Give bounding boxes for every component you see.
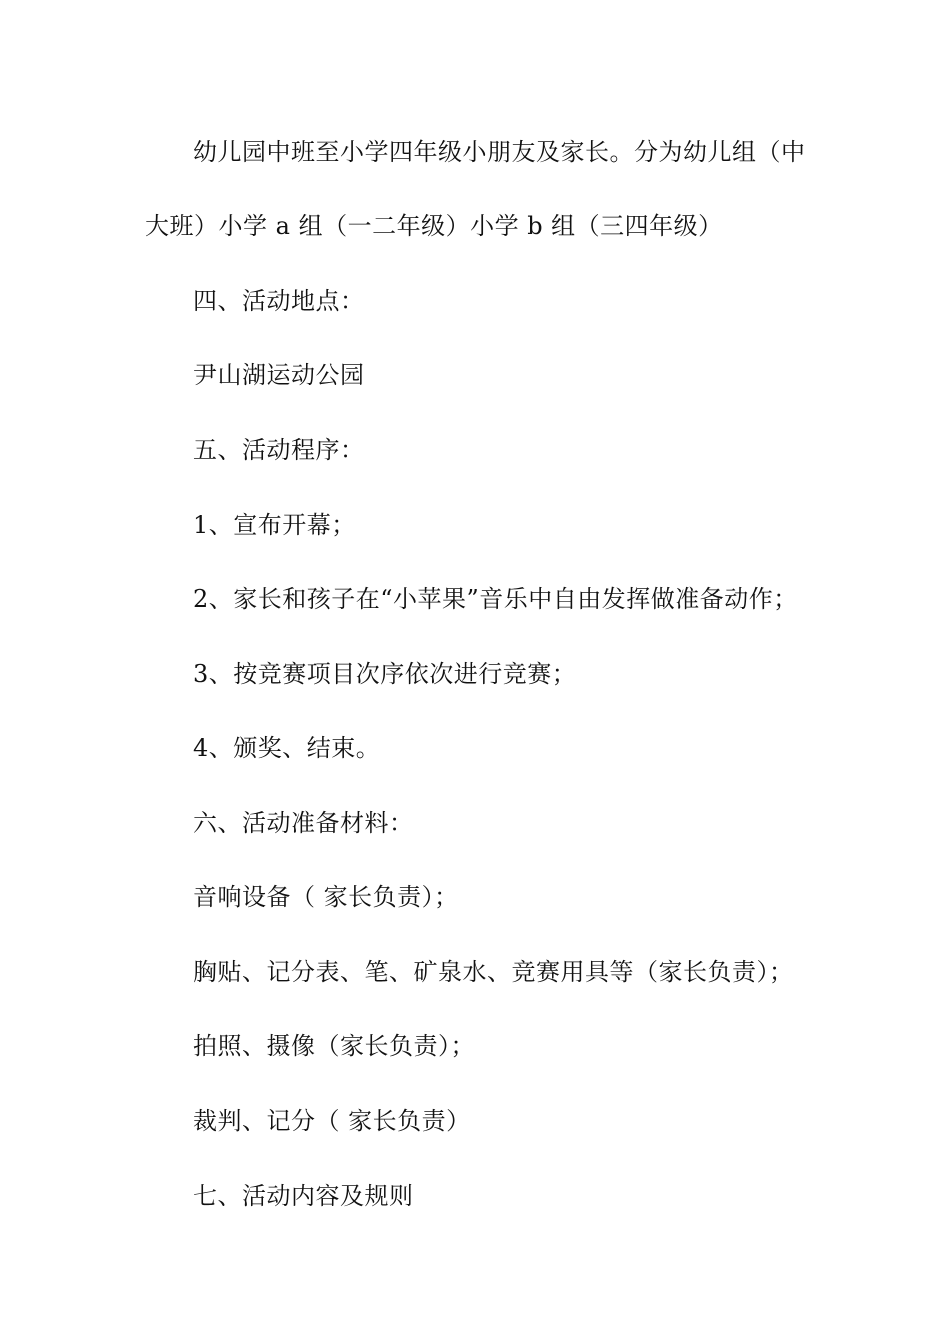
materials-item-photo: 拍照、摄像（家长负责）； [193,1032,475,1060]
procedure-item-3: 3、按竞赛项目次序依次进行竞赛； [193,660,577,688]
venue-text: 尹山湖运动公园 [193,361,365,389]
procedure-item-1: 1、宣布开幕； [193,511,356,539]
heading-procedure: 五、活动程序： [193,436,365,464]
paragraph-participants-line-2: 大班）小学 a 组（一二年级）小学 b 组（三四年级） [145,212,723,240]
materials-item-audio: 音响设备（ 家长负责）； [193,883,459,911]
materials-item-supplies: 胸贴、记分表、笔、矿泉水、竞赛用具等（家长负责）； [193,958,794,986]
paragraph-participants-line-1: 幼儿园中班至小学四年级小朋友及家长。分为幼儿组（中 [193,138,806,166]
procedure-item-2: 2、家长和孩子在“小苹果”音乐中自由发挥做准备动作； [193,585,798,613]
heading-content-rules: 七、活动内容及规则 [193,1182,414,1210]
heading-materials: 六、活动准备材料： [193,809,414,837]
procedure-item-4: 4、颁奖、结束。 [193,734,381,762]
heading-venue: 四、活动地点： [193,287,365,315]
materials-item-referee: 裁判、记分（ 家长负责） [193,1107,471,1135]
